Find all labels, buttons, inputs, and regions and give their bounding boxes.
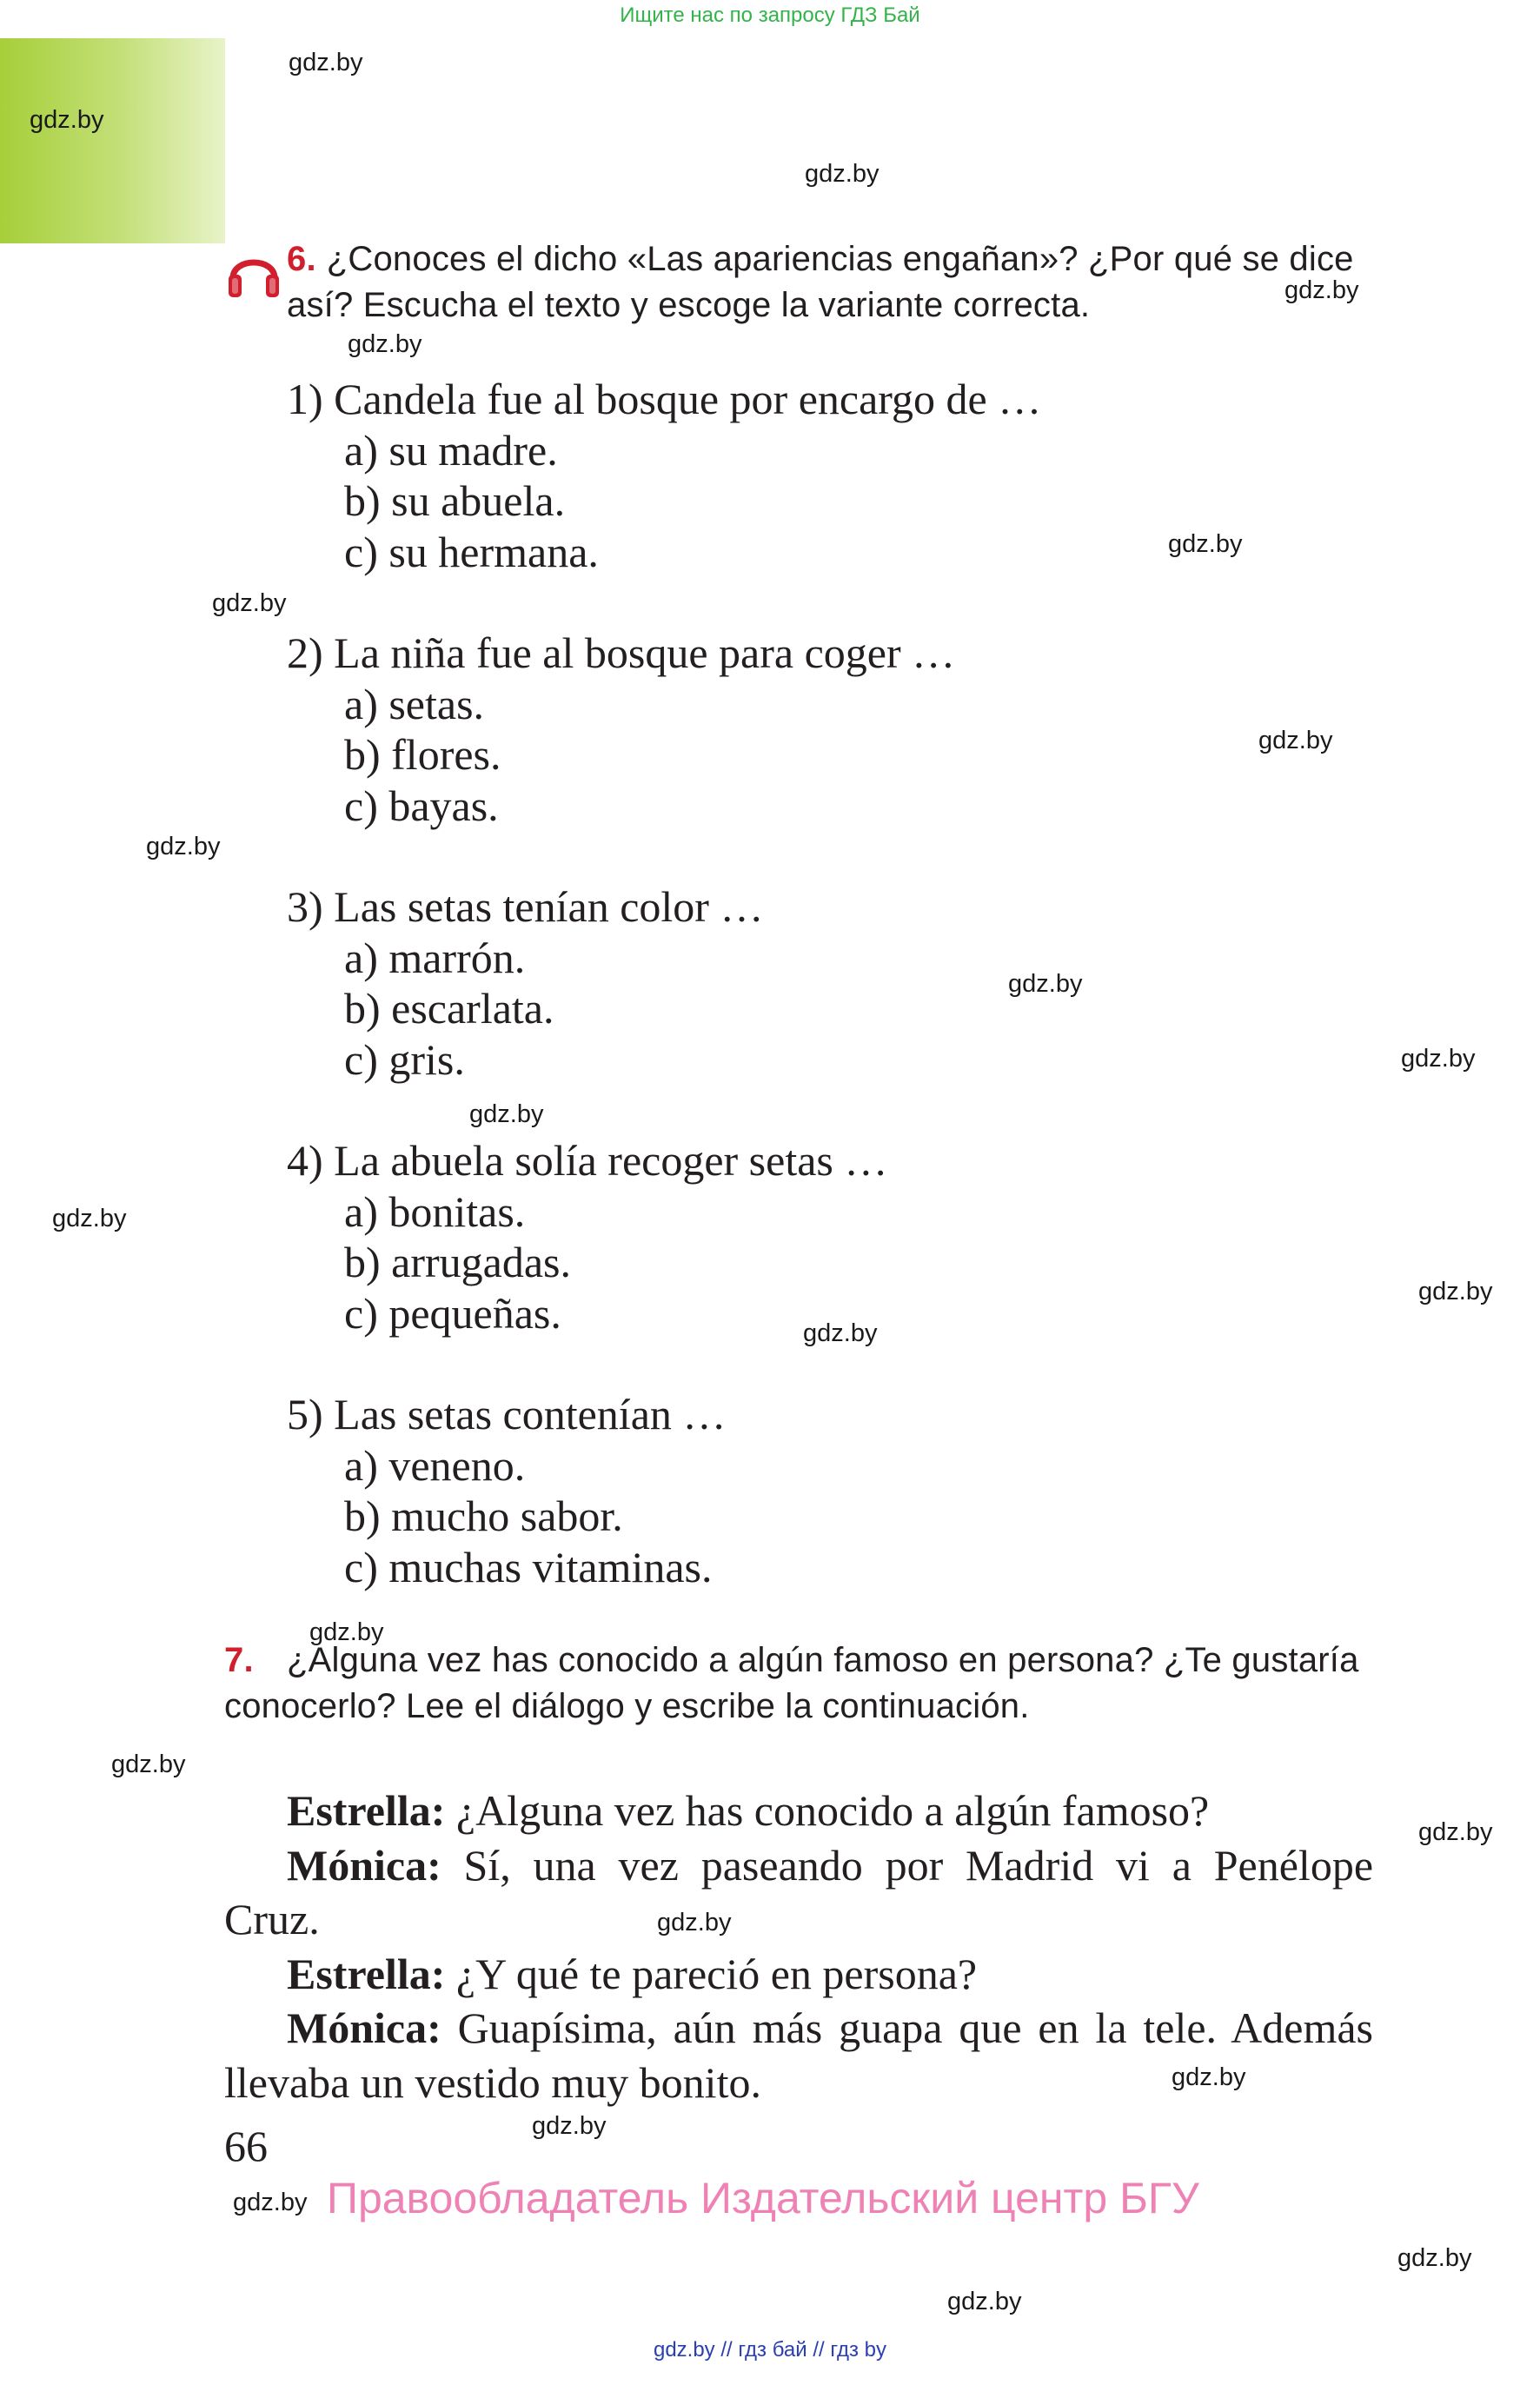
dialog-line <box>224 1784 1373 1838</box>
watermark: gdz.by <box>1418 1278 1493 1305</box>
watermark: gdz.by <box>803 1319 878 1347</box>
headphones-icon[interactable] <box>224 243 283 302</box>
question-block <box>287 1135 1373 1339</box>
answer-option[interactable]: b) mucho sabor. <box>344 1491 623 1540</box>
watermark: gdz.by <box>532 2112 607 2140</box>
answer-option[interactable]: a) bonitas. <box>344 1186 526 1236</box>
answer-option[interactable]: a) setas. <box>344 679 485 728</box>
question-block <box>287 881 1373 1085</box>
dialog-text: ¿Alguna vez has conocido a algún famoso? <box>455 1786 1210 1835</box>
answer-option[interactable]: c) muchas vitaminas. <box>344 1542 713 1591</box>
watermark: gdz.by <box>469 1100 544 1128</box>
task-7-number: 7. <box>224 1641 254 1679</box>
watermark: gdz.by <box>1401 1045 1476 1073</box>
green-corner-decoration <box>0 38 225 243</box>
watermark: gdz.by <box>233 2189 308 2216</box>
watermark: gdz.by <box>947 2288 1022 2315</box>
answer-option[interactable]: c) pequeñas. <box>344 1288 561 1338</box>
question: 4) La abuela solía recoger setas … <box>287 1136 888 1185</box>
dialog-speaker: Estrella: <box>287 1786 446 1835</box>
watermark: gdz.by <box>348 330 422 358</box>
task-7-text: ¿Alguna vez has conocido a algún famoso en persona? ¿Te gustaría conocerlo? Lee el diálogo y escribe la continuación. <box>224 1641 1359 1725</box>
answer-option[interactable]: b) flores. <box>344 730 501 779</box>
watermark: gdz.by <box>1168 530 1243 558</box>
page-number: 66 <box>224 2122 268 2170</box>
watermark: gdz.by <box>1284 276 1359 304</box>
watermark: gdz.by <box>1172 2063 1246 2091</box>
question-block <box>287 374 1373 577</box>
dialog-speaker: Mónica: <box>287 1840 441 1890</box>
dialog-speaker: Mónica: <box>287 2003 441 2052</box>
question-block <box>287 1389 1373 1592</box>
watermark: gdz.by <box>1418 1818 1493 1846</box>
task-7-dialog <box>224 1784 1373 2109</box>
question: 1) Candela fue al bosque por encargo de … <box>287 375 1042 423</box>
dialog-speaker: Estrella: <box>287 1949 446 1998</box>
answer-option[interactable]: b) arrugadas. <box>344 1238 571 1286</box>
dialog-line <box>224 1838 1373 1947</box>
answer-option[interactable]: b) escarlata. <box>344 984 554 1033</box>
watermark: gdz.by <box>212 589 287 617</box>
watermark: gdz.by <box>30 106 104 134</box>
dialog-text: Sí, una vez paseando por Madrid vi a Penélope Cruz. <box>224 1840 1374 1943</box>
answer-option[interactable]: a) su madre. <box>344 425 558 475</box>
task-6-questions <box>287 374 1373 1643</box>
dialog-text: ¿Y qué te pareció en persona? <box>455 1949 978 1998</box>
task-6-text: ¿Conoces el dicho «Las apariencias engañan»? ¿Por qué se dice así? Escucha el texto y escoge la variante correcta. <box>287 240 1354 324</box>
watermark: gdz.by <box>657 1909 732 1937</box>
task-6-number: 6. <box>287 240 316 278</box>
watermark: gdz.by <box>805 160 880 188</box>
watermark: gdz.by <box>111 1751 186 1778</box>
footer-links[interactable]: gdz.by // гдз бай // гдз by <box>653 2338 887 2362</box>
watermark: gdz.by <box>289 49 363 76</box>
watermark: gdz.by <box>1258 727 1333 754</box>
top-banner: Ищите нас по запросу ГДЗ Бай <box>620 3 920 27</box>
question: 2) La niña fue al bosque para coger … <box>287 628 956 677</box>
answer-option[interactable]: c) su hermana. <box>344 527 599 576</box>
task-6-instruction <box>287 236 1373 329</box>
watermark: gdz.by <box>52 1205 127 1232</box>
answer-option[interactable]: a) veneno. <box>344 1440 526 1490</box>
watermark: gdz.by <box>1397 2244 1472 2272</box>
question: 3) Las setas tenían color … <box>287 882 764 931</box>
answer-option[interactable]: a) marrón. <box>344 933 526 982</box>
watermark: gdz.by <box>309 1618 384 1646</box>
answer-option[interactable]: b) su abuela. <box>344 476 566 525</box>
dialog-line <box>224 1947 1373 2002</box>
watermark: gdz.by <box>1008 970 1083 998</box>
copyright-notice: Правообладатель Издательский центр БГУ <box>327 2174 1199 2222</box>
dialog-text: Guapísima, aún más guapa que en la tele. Además llevaba un vestido muy bonito. <box>224 2003 1374 2107</box>
dialog-line <box>224 2001 1373 2109</box>
task-7-instruction <box>224 1638 1373 1730</box>
watermark: gdz.by <box>146 833 221 860</box>
answer-option[interactable]: c) gris. <box>344 1034 465 1084</box>
answer-option[interactable]: c) bayas. <box>344 781 499 830</box>
question-block <box>287 628 1373 831</box>
question: 5) Las setas contenían … <box>287 1390 727 1438</box>
